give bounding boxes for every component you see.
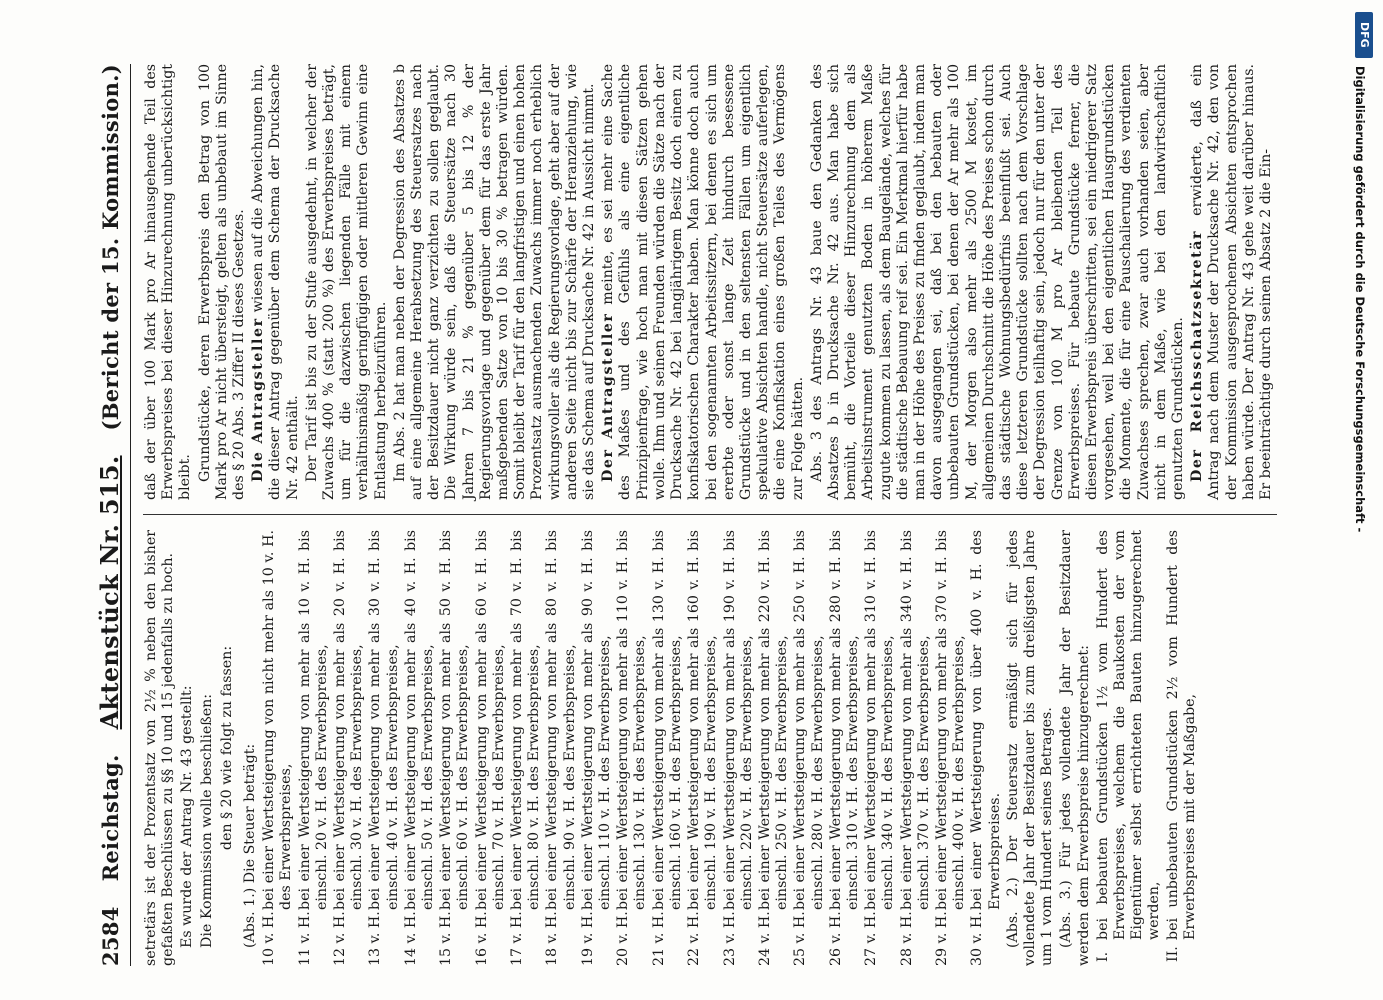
header-right-label: (Bericht der 15. Kommission.) [97,64,123,431]
rate-label: 10 v. H. [260,911,277,966]
rate-item [650,530,684,966]
right-column [143,64,1277,500]
page-number: 2584 [97,906,123,966]
rate-text: bei einer Wertsteigerung von mehr als 50 v. H. bis einschl. 60 v. H. des Erwerbspreises, [437,530,471,910]
rate-label: 16 v. H. [473,911,490,966]
digitization-sidebar [1353,6,1375,996]
rate-label: 13 v. H. [366,911,383,966]
rate-item [579,530,613,966]
grundstuecke-paragraph: Grundstücke, deren Erwerbspreis den Betrag von 100 Mark pro Ar nicht übersteigt, gelten als unbebaut im Sinne des § 20 Abs. 3 Ziffer II dieses Gesetzes. [196,64,247,500]
abs3-discussion-paragraph: Abs. 3 des Antrags Nr. 43 baue den Gedanken des Absatzes b in Drucksache Nr. 42 aus. Man habe sich bemüht, die Vorteile dieser Hinzurechnung dem als Arbeitsinstrument genutzten Boden in höherem Maße zugute kommen zu lassen, als dem Baugelände, welches für die städtische Bebauung reif sei. Ein Merkmal hierfür habe man in der Höhe des Preises zu finden geglaubt, indem man davon ausgegangen sei, daß bei den bebauten oder unbebauten Grundstücken, bei denen der Ar mehr als 100 M, der Morgen also mehr als 2500 M kostet, im allgemeinen Durchschnitt die Höhe des Preises schon durch das städtische Wohnungsbedürfnis beeinflußt sei. Auch diese letzteren Grundstücke sollten nach dem Vorschlage der Degression teilhaftig sein, jedoch nur für den unter der Grenze von 100 M pro Ar bleibenden Teil des Erwerbspreises. Für bebaute Grundstücke ferner, die diesen Erwerbspreis überschritten, sei ein niedrigerer Satz vorgesehen, weil bei den eigentlichen Hausgrundstücken die Momente, die für eine Pauschalierung des verdienten Zuwachses sprechen, zwar auch vorhanden seien, aber nicht in dem Maße, wie bei den landwirtschaftlich genutzten Grundstücken. [808,64,1186,500]
rate-item [969,530,1003,966]
tarif-paragraph: Der Tarif ist bis zu der Stufe ausgedehnt, in welcher der Zuwachs 400 % (statt 200 %) des Erwerbspreises beträgt, um für die dazwischen liegenden Fälle mit einem verhältnismäßig geringfügigen oder mittleren Gewinn eine Entlastung herbeizuführen. [303,64,389,500]
rate-text: bei einer Wertsteigerung von mehr als 80 v. H. bis einschl. 90 v. H. des Erwerbspreises, [543,530,578,910]
rate-label: 29 v. H. [933,911,950,966]
numbered-item [1164,530,1198,966]
rate-text: bei einer Wertsteigerung von mehr als 220 v. H. bis einschl. 250 v. H. des Erwerbspreises, [756,530,790,910]
rate-text: bei einer Wertsteigerung von mehr als 70 v. H. bis einschl. 80 v. H. des Erwerbspreises, [508,530,542,910]
page-title: Aktenstück Nr. 515. [94,455,124,730]
rate-list [261,530,1004,966]
rate-text: bei einer Wertsteigerung von mehr als 20 v. H. bis einschl. 30 v. H. des Erwerbspreises, [331,530,365,910]
continuation-paragraph: daß der über 100 Mark pro Ar hinausgehende Teil des Erwerbspreises bei dieser Hinzurechnung unberücksichtigt bleibt. [142,64,193,500]
rate-text: bei einer Wertsteigerung von mehr als 60 v. H. bis einschl. 70 v. H. des Erwerbspreises, [473,530,507,910]
item-list [1094,530,1198,966]
rate-text: bei einer Wertsteigerung von mehr als 250 v. H. bis einschl. 280 v. H. des Erwerbspreises, [791,530,826,910]
column-rule [143,515,1277,516]
rate-item [615,530,649,966]
rate-item [509,530,543,966]
reichsschatzsekretaer-paragraph: Der Reichsschatzsekretär erwiderte, daß ein Antrag nach dem Muster der Drucksache Nr. 42, den von der Kommission ausgesprochenen Absichten entsprochen haben würde. Der Antrag Nr. 43 gehe weit darüber hinaus. Er beeinträchtige durch seinen Absatz 2 die Ein- [1188,64,1274,500]
header-left-label: Reichstag. [97,754,123,882]
two-column-body [143,64,1277,966]
item-label: I. [1094,951,1111,962]
rate-item [438,530,472,966]
rate-text: bei einer Wertsteigerung von mehr als 10 v. H. bis einschl. 20 v. H. des Erwerbspreises, [296,530,330,910]
rate-text: bei einer Wertsteigerung von mehr als 40 v. H. bis einschl. 50 v. H. des Erwerbspreises, [402,530,436,910]
rate-item [721,530,755,966]
rate-item [827,530,861,966]
page-header [95,64,131,966]
rate-text: bei einer Wertsteigerung von mehr als 190 v. H. bis einschl. 220 v. H. des Erwerbspreises, [721,530,755,910]
rate-text: bei einer Wertsteigerung von mehr als 90 v. H. bis einschl. 110 v. H. des Erwerbspreises, [579,530,613,910]
rate-text: bei einer Wertsteigerung von mehr als 160 v. H. bis einschl. 190 v. H. des Erwerbspreises, [685,530,719,910]
rate-label: 21 v. H. [650,911,667,966]
rate-label: 26 v. H. [827,911,844,966]
rate-text: bei einer Wertsteigerung von mehr als 30 v. H. bis einschl. 40 v. H. des Erwerbspreises, [366,530,401,910]
numbered-item [1094,530,1163,966]
rate-text: bei einer Wertsteigerung von über 400 v. H. des Erwerbspreises. [968,530,1003,910]
rate-text: bei einer Wertsteigerung von mehr als 370 v. H. bis einschl. 400 v. H. des Erwerbspreises, [933,530,967,910]
abs2-paragraph: (Abs. 2.) Der Steuersatz ermäßigt sich für jedes vollendete Jahr der Besitzdauer bis zum dreißigsten Jahre um 1 vom Hundert seines Betrages. [1004,530,1055,966]
rate-item [367,530,401,966]
dfg-logo: DFG [1355,12,1373,58]
rate-label: 15 v. H. [437,911,454,966]
rate-text: bei einer Wertsteigerung von mehr als 130 v. H. bis einschl. 160 v. H. des Erwerbspreises, [650,530,684,910]
antragsteller-paragraph: Die Antragsteller wiesen auf die Abweichungen hin, die dieser Antrag gegenüber dem Schema der Drucksache Nr. 42 enthält. [249,64,301,500]
digitization-note: Digitalisierung gefördert durch die Deutsche Forschungsgemeinschaft - [1353,66,1367,533]
intro-paragraph: setretärs ist der Prozentsatz von 2½ % neben den bisher gefaßten Beschlüssen zu §§ 10 und 15 jedenfalls zu hoch. [142,530,176,966]
rate-item [473,530,507,966]
rate-item [792,530,826,966]
rate-label: 30 v. H. [968,911,985,966]
rate-item [544,530,578,966]
resolve-paragraph: Die Kommission wolle beschließen: [198,693,215,948]
antragsteller2-paragraph: Der Antragsteller meinte, es sei mehr eine Sache des Maßes und des Gefühls als eine eigentliche Prinzipienfrage, wie hoch man mit diesen Sätzen gehen wolle. Ihm und seinen Freunden würden die Sätze nach der Drucksache Nr. 42 bei langjährigem Besitz doch einen zu konfiskatorischen Charakter haben. Man könne doch auch bei den sogenannten Arbeitssitzern, bei denen es sich um ererbte oder sonst lange Zeit hindurch besessene Grundstücke und in den seltensten Fällen um eigentlich spekulative Absichten handle, nicht Steuersätze auferlegen, die eine Konfiskation eines großen Teiles des Vermögens zur Folge hätten. [599,64,806,500]
rate-item [863,530,897,966]
rate-item [402,530,436,966]
section-20-heading: den § 20 wie folgt zu fassen: [218,645,235,851]
rate-label: 25 v. H. [791,911,808,966]
rate-item [933,530,967,966]
rate-item [756,530,790,966]
rate-label: 17 v. H. [508,911,525,966]
rate-text: bei einer Wertsteigerung von mehr als 340 v. H. bis einschl. 370 v. H. des Erwerbspreises, [898,530,932,910]
abs3-paragraph: (Abs. 3.) Für jedes vollendete Jahr der Besitzdauer werden dem Erwerbspreise hinzugerechnet: [1057,530,1092,966]
rate-label: 12 v. H. [331,911,348,966]
rate-text: bei einer Wertsteigerung von mehr als 110 v. H. bis einschl. 130 v. H. des Erwerbspreises, [614,530,648,910]
rate-label: 11 v. H. [296,911,313,966]
rate-label: 20 v. H. [614,911,631,966]
rate-label: 14 v. H. [402,911,419,966]
rate-label: 24 v. H. [756,911,773,966]
abs2-discussion-paragraph: Im Abs. 2 hat man neben der Degression des Absatzes b auf eine allgemeine Herabsetzung des Steuersatzes nach der Besitzdauer nicht ganz verzichten zu sollen geglaubt. Die Wirkung würde sein, daß die Steuersätze nach 30 Jahren 7 bis 21 % gegenüber 5 bis 12 % der Regierungsvorlage und gegenüber dem für das erste Jahr maßgebenden Satze von 10 bis 30 % betragen würden. Somit bleibt der Tarif für den langfristigen und einen hohen Prozentsatz ausmachenden Zuwachs immer noch erheblich wirkungsvoller als die Regierungsvorlage, geht aber auf der anderen Seite nicht bis zur Schärfe der Heranziehung, wie sie das Schema auf Drucksache Nr. 42 in Aussicht nimmt. [391,64,597,500]
item-text: bei bebauten Grundstücken 1½ vom Hundert des Erwerbspreises, welchem die Baukosten der vom Eigentümer selbst errichteten Bauten hinzugerechnet werden, [1094,530,1162,940]
rate-label: 18 v. H. [543,911,560,966]
rate-item [898,530,932,966]
rate-label: 28 v. H. [898,911,915,966]
rate-label: 23 v. H. [721,911,737,966]
rate-item [332,530,366,966]
abs1-paragraph: (Abs. 1.) Die Steuer beträgt: [241,743,258,948]
rate-text: bei einer Wertsteigerung von mehr als 280 v. H. bis einschl. 310 v. H. des Erwerbspreises, [827,530,861,910]
rate-label: 27 v. H. [862,911,879,966]
rate-text: bei einer Wertsteigerung von mehr als 310 v. H. bis einschl. 340 v. H. des Erwerbspreises, [862,530,896,910]
rotated-page [47,0,1337,1000]
rate-label: 19 v. H. [579,911,596,966]
rate-label: 22 v. H. [685,911,702,966]
motion-paragraph: Es wurde der Antrag Nr. 43 gestellt: [178,685,195,948]
item-label: II. [1164,946,1181,962]
rate-item [296,530,330,966]
rate-text: bei einer Wertsteigerung von nicht mehr als 10 v. H. des Erwerbspreises, [260,530,294,910]
left-column [143,530,1277,966]
rate-item [686,530,720,966]
rate-item [261,530,295,966]
item-text: bei unbebauten Grundstücken 2½ vom Hundert des Erwerbspreises mit der Maßgabe, [1164,530,1198,940]
